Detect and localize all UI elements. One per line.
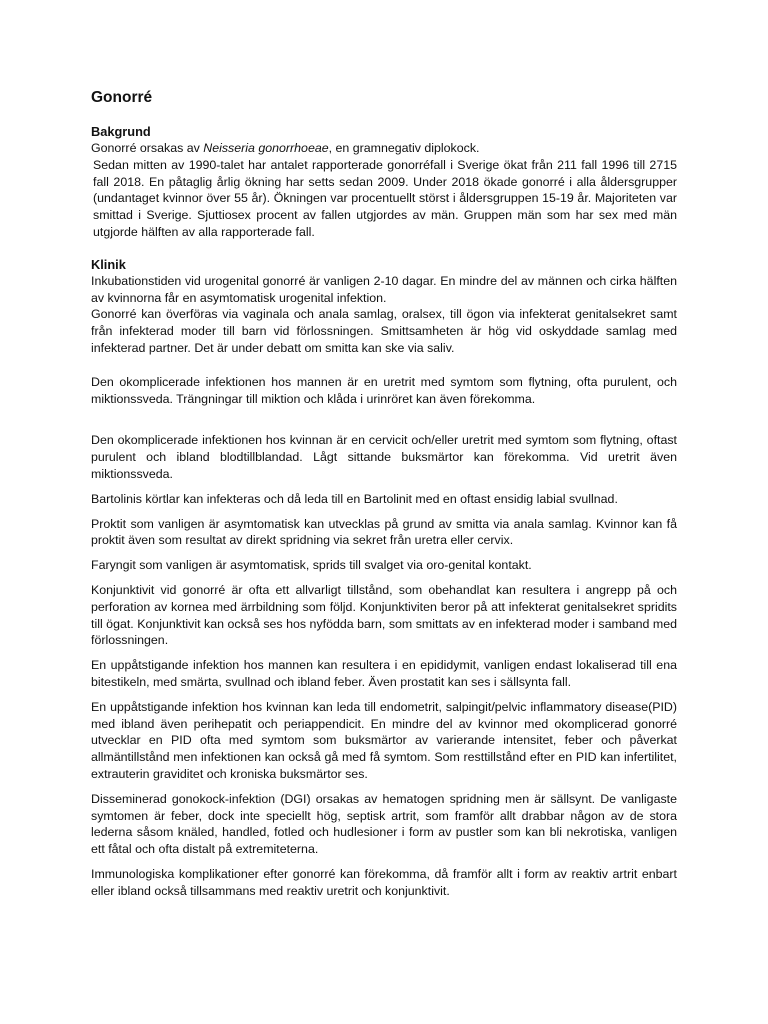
klinik-paragraph-4: Den okomplicerade infektionen hos kvinnan är en cervicit och/eller uretrit med symtom som flytning, oftast purulent och ibland blodtillblandad. Lågt sittande buksmärtor kan förekomma. Vid uretrit även miktionssveda. [91, 433, 677, 481]
klinik-paragraph-11: Disseminerad gonokock-infektion (DGI) orsakas av hematogen spridning men är sällsynt. De vanligaste symtomen är feber, dock inte speciellt hög, septisk artrit, som framför allt drabbar någon av de stora lederna såsom knäled, handled, fotled och hudlesioner i form av pustler som kan bli nekrotiska, vanligen ett fåtal och ofta distalt på extremiteterna. [91, 791, 677, 857]
klinik-paragraph-5: Bartolinis körtlar kan infekteras och då leda till en Bartolinit med en oftast ensidig labial svullnad. [91, 491, 618, 506]
bakgrund-line1-organism: Neisseria gonorrhoeae [203, 141, 329, 155]
page-title: Gonorré [91, 89, 153, 106]
document-body [91, 88, 677, 899]
bakgrund-line1 [91, 140, 677, 157]
klinik-paragraph-12: Immunologiska komplikationer efter gonorré kan förekomma, då framför allt i form av reaktiv artrit enbart eller ibland också tillsammans med reaktiv uretrit och konjunktivit. [91, 866, 677, 898]
klinik-paragraph-9: En uppåtstigande infektion hos mannen kan resultera i en epididymit, vanligen endast lokaliserad till ena bitestikeln, med smärta, svullnad och ibland feber. Även prostatit kan ses i sällsynta fall. [91, 658, 677, 689]
klinik-paragraph-2: Gonorré kan överföras via vaginala och anala samlag, oralsex, till ögon via infekterat genitalsekret samt från infekterad moder till barn vid förlossningen. Smittsamheten är hög vid oskyddade samlag med infekterad partner. Det är under debatt om smitta kan ske via saliv. [91, 307, 677, 355]
section-heading-klinik: Klinik [91, 256, 126, 272]
klinik-paragraph-1: Inkubationstiden vid urogenital gonorré är vanligen 2-10 dagar. En mindre del av männen och cirka hälften av kvinnorna får en asymtomatisk urogenital infektion. [91, 273, 677, 305]
section-heading-bakgrund: Bakgrund [91, 124, 151, 139]
klinik-paragraph-10: En uppåtstigande infektion hos kvinnan kan leda till endometrit, salpingit/pelvic inflammatory disease(PID) med ibland även perihepatit och periappendicit. En mindre del av kvinnor med okomplicerad gonorré utvecklar en PID ofta med symtom som buksmärtor av varierande intensitet, feber och påverkat allmäntillstånd men infektionen kan också gå med få symtom. Som resttillstånd efter en PID kan infertilitet, extrauterin graviditet och kroniska buksmärtor ses. [91, 699, 677, 781]
klinik-paragraph-6: Proktit som vanligen är asymtomatisk kan utvecklas på grund av smitta via anala samlag. Kvinnor kan få proktit även som resultat av direkt spridning via sekret från uretra eller cervix. [91, 516, 677, 548]
klinik-paragraph-7: Faryngit som vanligen är asymtomatisk, sprids till svalget via oro-genital kontakt. [91, 558, 532, 573]
bakgrund-line1-text-b: , en gramnegativ diplokock. [328, 141, 480, 155]
klinik-paragraph-3: Den okomplicerade infektionen hos mannen är en uretrit med symtom som flytning, ofta purulent, och miktionssveda. Trängningar till miktion och klåda i urinröret kan även förekomma. [91, 374, 677, 406]
bakgrund-paragraph: Sedan mitten av 1990-talet har antalet rapporterade gonorréfall i Sverige ökat från 211 fall 1996 till 2715 fall 2018. En påtaglig årlig ökning har setts sedan 2009. Under 2018 ökade gonorré i alla åldersgrupper (undantaget kvinnor över 55 år). Ökningen var procentuellt störst i åldersgruppen 15-19 år. Majoriteten var smittad i Sverige. Sjuttiosex procent av fallen utgjordes av män. Gruppen män som har sex med män utgjorde hälften av alla rapporterade fall. [93, 157, 677, 239]
klinik-paragraph-8: Konjunktivit vid gonorré är ofta ett allvarligt tillstånd, som obehandlat kan resultera i angrepp på och perforation av kornea med ärrbildning som följd. Konjunktiviten beror på att infekterat genitalsekret spridits till ögat. Konjunktivit kan också ses hos nyfödda barn, som smittats av en infekterad moder i samband med förlossningen. [91, 582, 677, 648]
bakgrund-line1-text-a: Gonorré orsakas av [91, 141, 204, 155]
